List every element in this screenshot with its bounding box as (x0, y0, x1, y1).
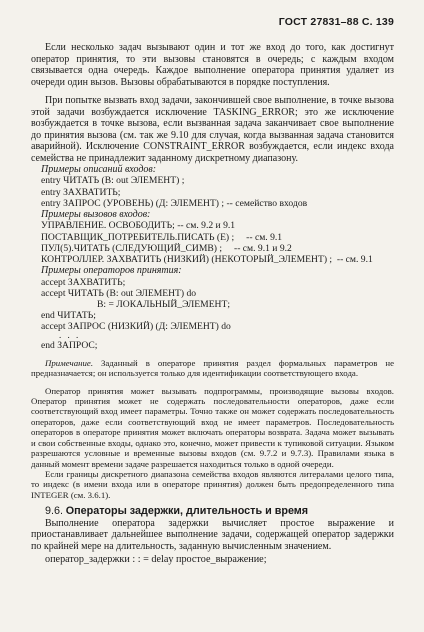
examples-entry-declarations-title: Примеры описаний входов: (41, 164, 157, 175)
paragraph-entry-queue: Если несколько задач вызывают один и тот же вход до того, как достигнут оператор принятия, то эти вызовы становятся в очередь; с каждым входом связывается одна очередь. Каждое выполнение оператора принятия удаляет из очереди один вызов. Вызовы обрабатываются в порядке поступления. (31, 42, 394, 88)
examples-accept-title: Примеры операторов принятия: (41, 265, 182, 277)
code-line: end ЗАПРОС; (41, 339, 98, 351)
text-column (31, 42, 394, 566)
code-line: end ЧИТАТЬ; (41, 310, 96, 322)
code-line: ПОСТАВЩИК_ПОТРЕБИТЕЛЬ.ПИСАТЬ (Е) ; -- см. 9.1 (41, 231, 283, 243)
note-text: Заданный в операторе принятия раздел формальных параметров не предназначается; он используется только для идентификации соответствующего входа. (31, 357, 394, 379)
syntax-formula: оператор_задержки : : = delay простое_выражение; (45, 554, 267, 566)
code-line: entry ЧИТАТЬ (В: out ЭЛЕМЕНТ) ; (41, 175, 185, 187)
code-line: accept ЗАХВАТИТЬ; (41, 276, 126, 288)
code-line: entry ЗАХВАТИТЬ; (41, 186, 121, 198)
code-line: КОНТРОЛЛЕР. ЗАХВАТИТЬ (НИЗКИЙ) (НЕКОТОРЫЙ_ЭЛЕМЕНТ) ; -- см. 9.1 (41, 254, 373, 266)
code-line: entry ЗАПРОС (УРОВЕНЬ) (Д: ЭЛЕМЕНТ) ; -- семейство входов (41, 197, 308, 209)
code-line: В: = ЛОКАЛЬНЫЙ_ЭЛЕМЕНТ; (97, 299, 231, 311)
code-line: accept ЗАПРОС (НИЗКИЙ) (Д: ЭЛЕМЕНТ) do (41, 321, 231, 333)
paragraph-entry-family-bounds: Если границы дискретного диапазона семейства входов являются литералами целого типа, то индекс (в имени входа или в операторе принятия) должен быть предопределенного типа INTEGER (см. 3.6.1). (31, 468, 394, 500)
paragraph-tasking-error: При попытке вызвать вход задачи, закончившей свое выполнение, в точке вызова этой задачи возбуждается исключение TASKING_ERROR; это же исключение возбуждается в точке вызова, если вызванная задача заканчивает свое выполнение до принятия вызова (см. так же 9.10 для случая, когда вызванная задача становится аварийной). Исключение CONSTRAINT_ERROR возбуждается, если индекс входа семейства не принадлежит заданному дискретному диапазону. (31, 95, 394, 164)
section-number: 9.6. (45, 505, 64, 518)
code-line: accept ЧИТАТЬ (В: out ЭЛЕМЕНТ) do (41, 287, 197, 299)
section-heading (45, 505, 394, 518)
code-ellipsis: . . . (59, 329, 81, 340)
code-line: УПРАВЛЕНИЕ. ОСВОБОДИТЬ; -- см. 9.2 и 9.1 (41, 220, 236, 232)
section-title: Операторы задержки, длительность и время (65, 505, 309, 518)
note-label: Примечание. (45, 357, 94, 368)
note-paragraph (31, 358, 394, 379)
paragraph-delay: Выполнение оператора задержки вычисляет простое выражение и приостанавливает дальнейшее выполнение задачи, содержащей оператор задержки по крайней мере на длительность, заданную вычисленным значением. (31, 517, 394, 552)
page-header: ГОСТ 27831–88 С. 139 (278, 16, 394, 28)
examples-entry-calls-title: Примеры вызовов входов: (41, 209, 151, 221)
paragraph-accept-statement: Оператор принятия может вызывать подпрограммы, производящие вызовы входов. Оператор принятия может не содержать последовательности операторов, даже если соответствующий вход имеет параметры. Точно также он может содержать последовательность операторов, даже если соответствующий вход не имеет параметров. Последовательность операторов в операторе принятия может включать операторы возврата. Задача может вызывать и свои собственные входы, однако это, конечно, может привести к тупиковой ситуации. Языком разрешаются условные и временные вызовы входов (см. 9.7.2 и 9.7.3). Правилами языка в данный момент времени задаче разрешается находиться только в одной очереди. (31, 385, 394, 469)
code-line: ПУЛ(5).ЧИТАТЬ (СЛЕДУЮЩИЙ_СИМВ) ; -- см. 9.1 и 9.2 (41, 242, 292, 254)
